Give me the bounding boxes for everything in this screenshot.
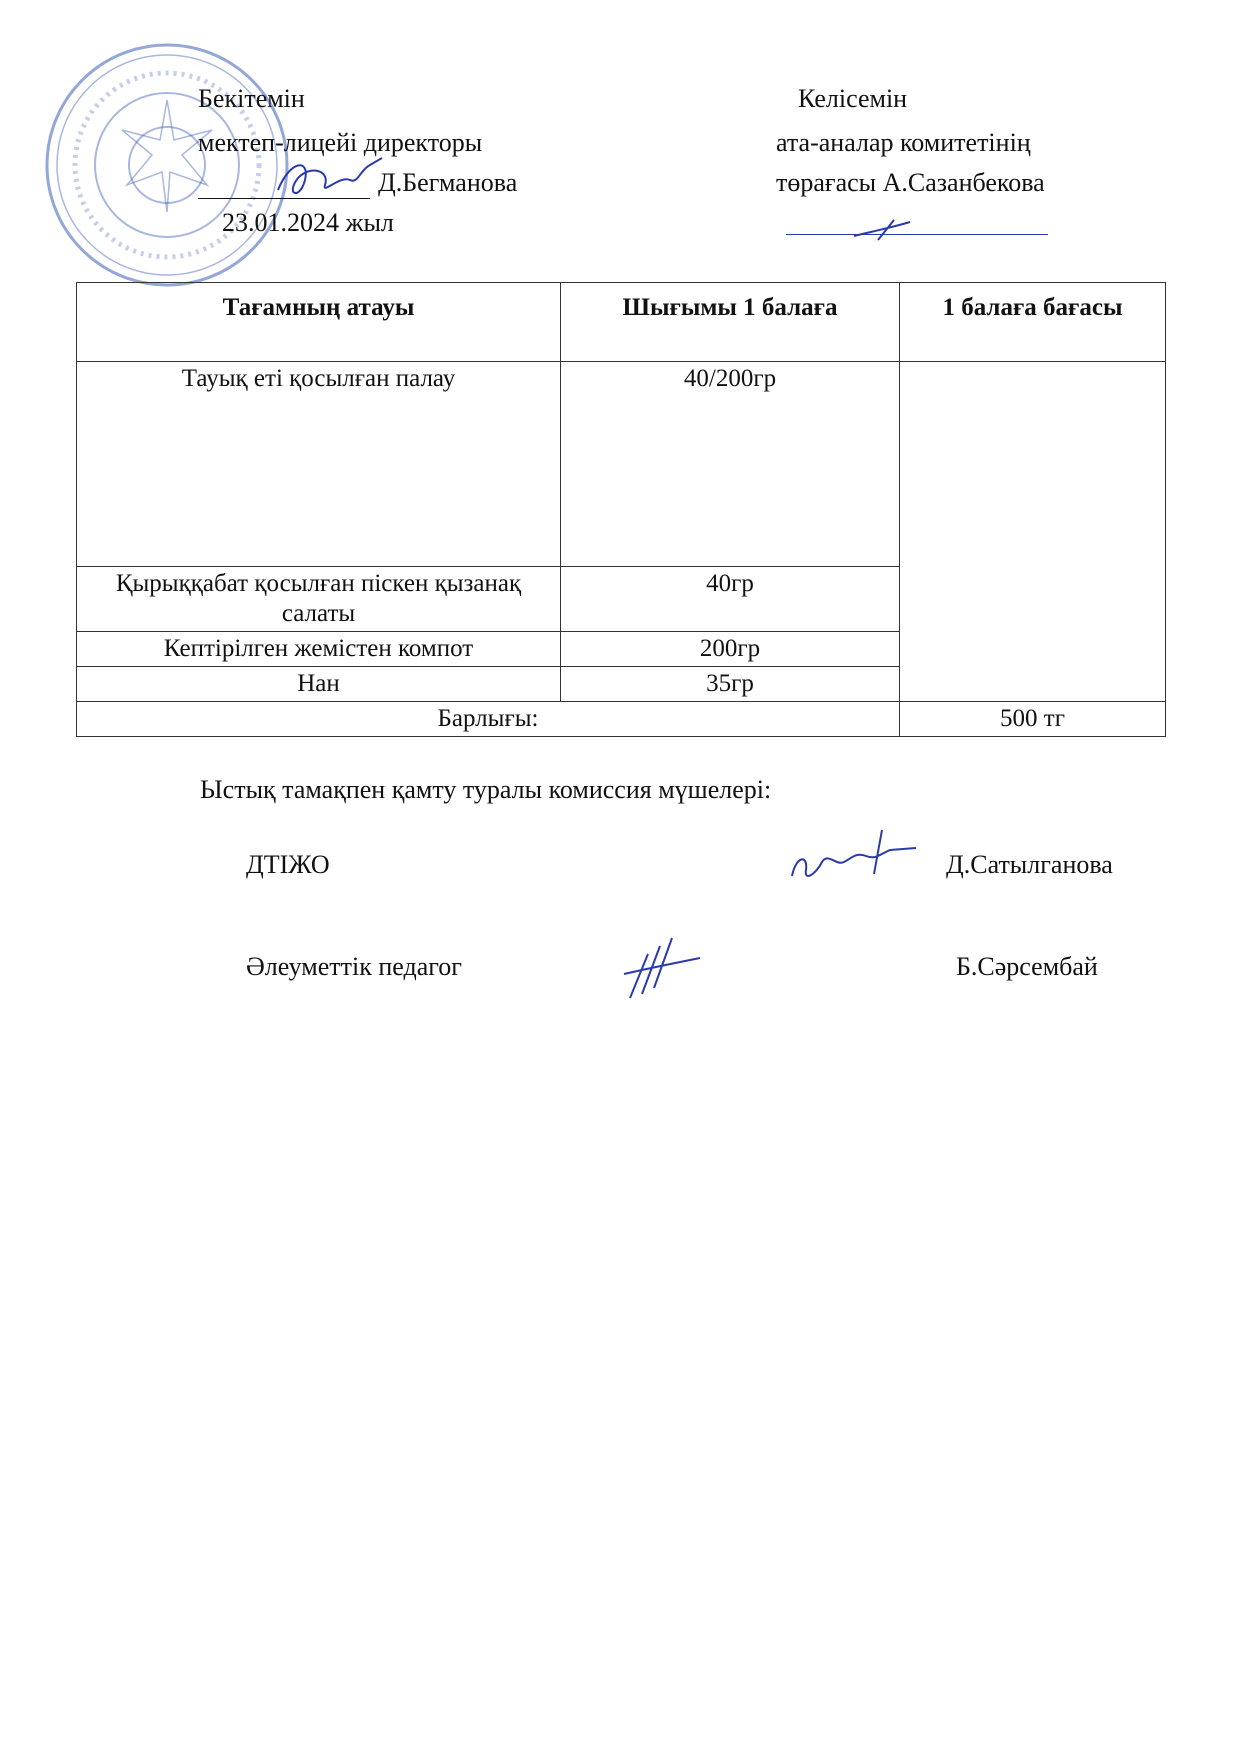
total-value: 500 тг (900, 702, 1166, 737)
official-stamp (42, 40, 292, 290)
total-label: Барлығы: (77, 702, 900, 737)
commission-title: Ыстық тамақпен қамту туралы комиссия мүшелері: (200, 775, 772, 804)
agree-committee: ата-аналар комитетінің (776, 128, 1031, 157)
approve-director-name: Д.Бегманова (378, 168, 518, 197)
member-role: ДТІЖО (246, 850, 330, 879)
dish-portion: 200гр (561, 632, 900, 667)
chairperson-signature (850, 214, 930, 244)
dish-name: Нан (77, 667, 561, 702)
price-cell (900, 362, 1166, 702)
header-price: 1 балаға бағасы (900, 283, 1166, 362)
table-total-row (77, 702, 1166, 737)
dish-portion: 40гр (561, 567, 900, 632)
approve-title: Бекітемін (198, 84, 305, 113)
approve-position: мектеп-лицейі директоры (198, 128, 483, 157)
member-signature (620, 928, 710, 1008)
agree-chairperson: төрағасы А.Сазанбекова (776, 168, 1045, 197)
table-header-row (77, 283, 1166, 362)
table-row (77, 362, 1166, 567)
dish-portion: 40/200гр (561, 362, 900, 567)
header-dish-name: Тағамның атауы (77, 283, 561, 362)
member-name: Д.Сатылганова (946, 850, 1113, 879)
approve-date: 23.01.2024 жыл (222, 208, 394, 237)
member-name: Б.Сәрсембай (956, 952, 1098, 981)
dish-portion: 35гр (561, 667, 900, 702)
director-signature (270, 150, 390, 210)
dish-name: Тауық еті қосылған палау (77, 362, 561, 567)
header-portion: Шығымы 1 балаға (561, 283, 900, 362)
member-role: Әлеуметтік педагог (246, 952, 462, 981)
dish-name: Кептірілген жемістен компот (77, 632, 561, 667)
dish-name: Қырыққабат қосылған піскен қызанақ салаты (77, 567, 561, 632)
menu-table (76, 282, 1166, 737)
agree-title: Келісемін (798, 84, 908, 113)
member-signature (786, 826, 926, 886)
